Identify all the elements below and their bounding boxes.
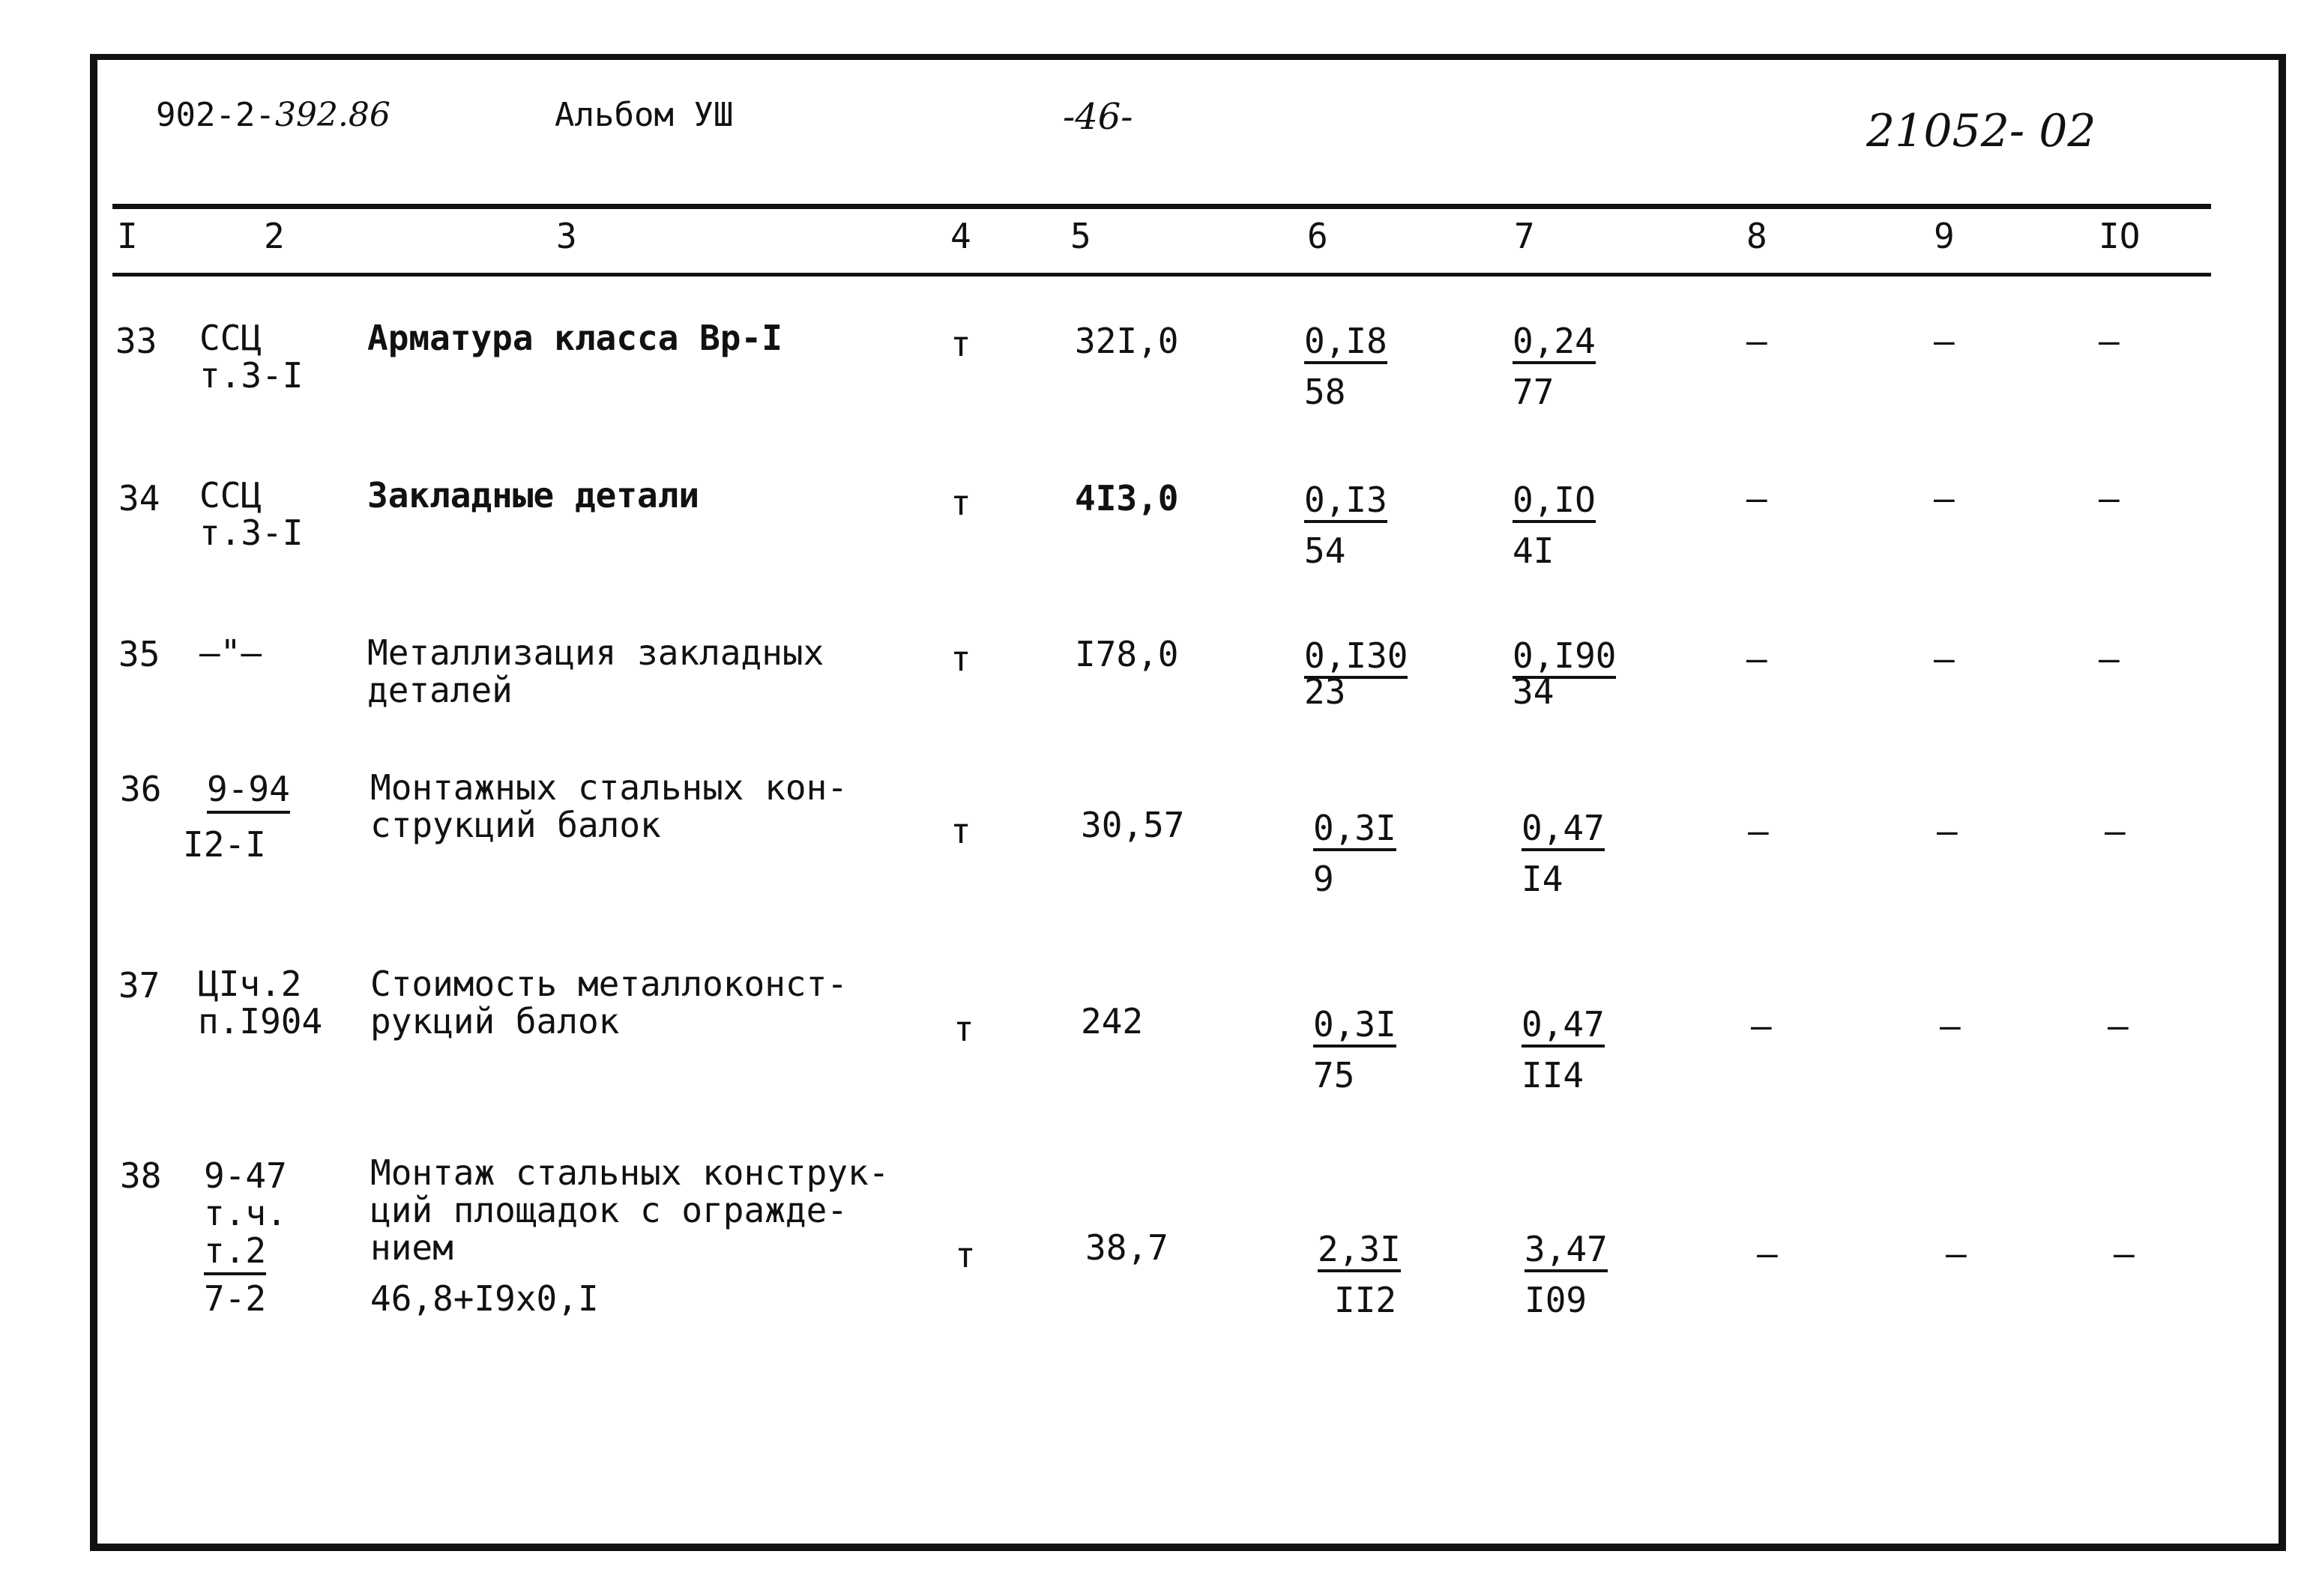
col10-dash: – <box>2099 478 2120 519</box>
row-unit: т <box>950 638 971 679</box>
row-description: Монтаж стальных конструк- ций площадок с огражде- нием <box>370 1152 890 1268</box>
row-reference: ССЦ т.3-I <box>199 475 304 553</box>
col7-fraction: $\frac{0,I90}{34}$ <box>1513 635 1617 712</box>
col7-fraction: $\frac{0,24}{77}$ <box>1513 321 1596 412</box>
row-number: 34 <box>118 478 160 519</box>
col6-fraction: $\frac{0,I3}{54}$ <box>1304 480 1387 571</box>
col-heading-9: 9 <box>1934 216 1955 256</box>
col8-dash: – <box>1746 638 1767 679</box>
row-description: Монтажных стальных кон- струкций балок <box>370 767 848 845</box>
col7-fraction: $\frac{0,47}{II4}$ <box>1522 1004 1605 1095</box>
document-code: 902-2-392.86 <box>156 96 390 134</box>
col9-dash: – <box>1934 638 1955 679</box>
col6-fraction: $\frac{0,I8}{58}$ <box>1304 321 1387 412</box>
col-heading-6: 6 <box>1307 216 1328 256</box>
row-reference-line-4: 7-2 <box>204 1278 267 1319</box>
col10-dash: – <box>2114 1233 2135 1274</box>
page-number: -46- <box>1063 96 1133 138</box>
col8-dash: – <box>1748 811 1769 851</box>
col10-dash: – <box>2105 811 2126 851</box>
col6-fraction: $\frac{0,3I}{75}$ <box>1313 1004 1396 1095</box>
col-heading-4: 4 <box>950 216 971 256</box>
row-reference-line-2: т.ч. <box>204 1193 287 1233</box>
row-number: 37 <box>118 965 160 1006</box>
col-heading-5: 5 <box>1070 216 1091 256</box>
col9-dash: – <box>1937 811 1958 851</box>
col6-fraction: $\frac{0,3I}{9}$ <box>1313 808 1396 899</box>
col6-fraction: $\frac{2,3I}{II2}$ <box>1318 1229 1401 1320</box>
row-reference-bottom: I2-I <box>183 824 266 865</box>
col8-dash: – <box>1746 478 1767 519</box>
row-price: 32I,0 <box>1075 321 1179 361</box>
row-unit: т <box>950 483 971 523</box>
col9-dash: – <box>1946 1233 1967 1274</box>
col7-fraction: $\frac{0,47}{I4}$ <box>1522 808 1605 899</box>
col9-dash: – <box>1940 1006 1961 1046</box>
row-price: 38,7 <box>1085 1227 1168 1268</box>
row-unit: т <box>950 324 971 364</box>
row-reference-line-3: т.2 <box>204 1233 266 1268</box>
col8-dash: – <box>1757 1233 1778 1274</box>
row-reference: ССЦ т.3-I <box>199 318 304 396</box>
row-number: 33 <box>115 321 157 361</box>
row-unit: т <box>955 1235 976 1275</box>
row-description: Металлизация закладных деталей <box>367 632 824 710</box>
col-heading-3: 3 <box>556 216 577 256</box>
row-price: I78,0 <box>1075 634 1179 674</box>
row-unit: т <box>950 811 971 851</box>
col-heading-2: 2 <box>264 216 285 256</box>
col-heading-7: 7 <box>1514 216 1535 256</box>
row-price: 242 <box>1081 1001 1144 1042</box>
col6-fraction: $\frac{0,I30}{23}$ <box>1304 635 1408 712</box>
col-heading-8: 8 <box>1746 216 1767 256</box>
col10-dash: – <box>2108 1006 2129 1046</box>
col-heading-1: I <box>117 216 138 256</box>
row-description: Стоимость металлоконст- рукций балок <box>370 964 848 1042</box>
row-reference: –"– <box>199 632 262 673</box>
row-number: 36 <box>120 769 162 809</box>
col9-dash: – <box>1934 321 1955 361</box>
col10-dash: – <box>2099 638 2120 679</box>
row-reference: ЦIч.2 п.I904 <box>198 964 323 1042</box>
row-price: 30,57 <box>1081 805 1185 845</box>
album-label: Альбом УШ <box>555 96 734 134</box>
col8-dash: – <box>1746 321 1767 361</box>
col10-dash: – <box>2099 321 2120 361</box>
row-number: 38 <box>120 1155 162 1196</box>
col7-fraction: $\frac{0,IO}{4I}$ <box>1513 480 1596 571</box>
header-rule-top <box>112 204 2211 209</box>
row-description: Закладные детали <box>367 475 700 516</box>
row-unit: т <box>953 1009 974 1049</box>
row-number: 35 <box>118 634 160 674</box>
col9-dash: – <box>1934 478 1955 519</box>
row-reference-top: 9-94 <box>207 772 290 806</box>
header-rule-bottom <box>112 273 2211 276</box>
row-description: Арматура класса Вр-I <box>367 318 782 358</box>
col8-dash: – <box>1751 1006 1772 1046</box>
doc-number: 21052- 02 <box>1866 105 2096 157</box>
row-price: 4I3,0 <box>1075 478 1179 519</box>
row-reference-line-1: 9-47 <box>204 1155 287 1196</box>
col7-fraction: $\frac{3,47}{I09}$ <box>1525 1229 1608 1320</box>
row-formula: 46,8+I9х0,I <box>370 1278 599 1319</box>
col-heading-10: IO <box>2099 216 2141 256</box>
